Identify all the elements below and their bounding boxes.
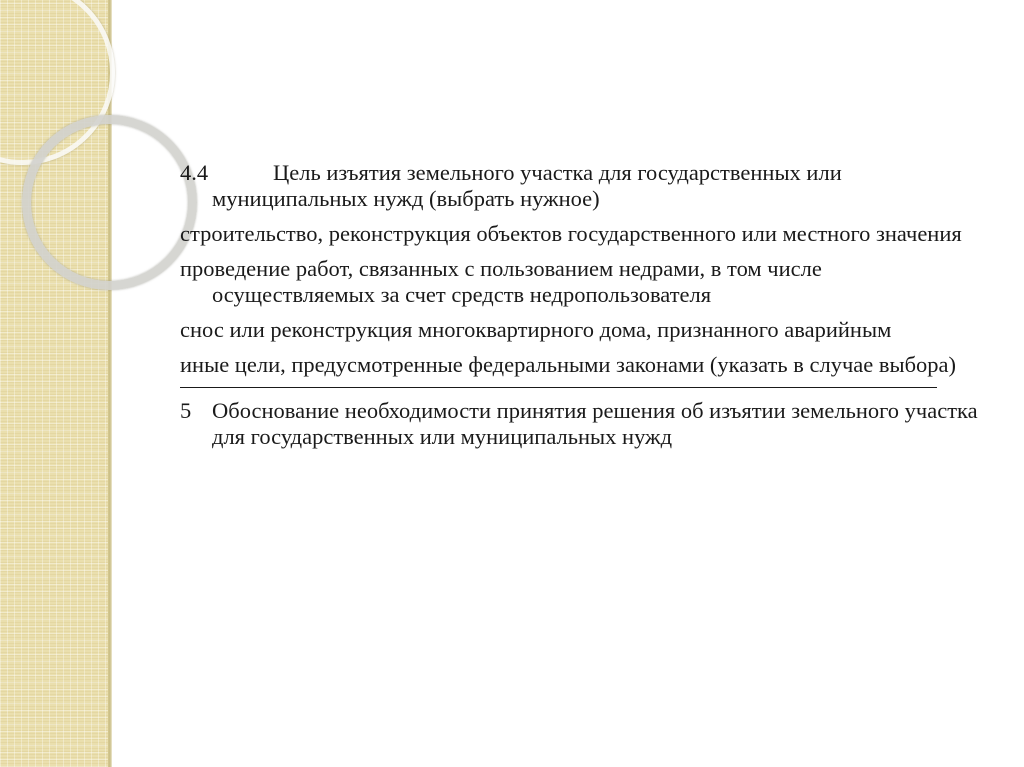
option-demolition: снос или реконструкция многоквартирного дома, признанного аварийным bbox=[180, 317, 892, 342]
option-construction: строительство, реконструкция объектов государственного или местного значения bbox=[180, 221, 962, 246]
section-4-4-number: 4.4 bbox=[180, 160, 209, 185]
section-5-title: Обоснование необходимости принятия решения об изъятии земельного участка для государственных или муниципальных нужд bbox=[212, 398, 978, 449]
section-5-number: 5 bbox=[180, 398, 192, 423]
fill-in-line bbox=[180, 387, 937, 388]
section-5-heading bbox=[180, 398, 980, 450]
option-other-purposes: иные цели, предусмотренные федеральными законами (указать в случае выбора) bbox=[180, 352, 957, 377]
decorative-ring-bottom bbox=[22, 115, 197, 290]
section-4-4-heading bbox=[180, 160, 980, 212]
option-subsoil-works: проведение работ, связанных с пользованием недрами, в том числе осуществляемых за счет средств недропользователя bbox=[180, 256, 822, 307]
section-4-4-title: Цель изъятия земельного участка для государственных или муниципальных нужд (выбрать нужное) bbox=[212, 160, 842, 211]
slide-content bbox=[180, 160, 980, 450]
